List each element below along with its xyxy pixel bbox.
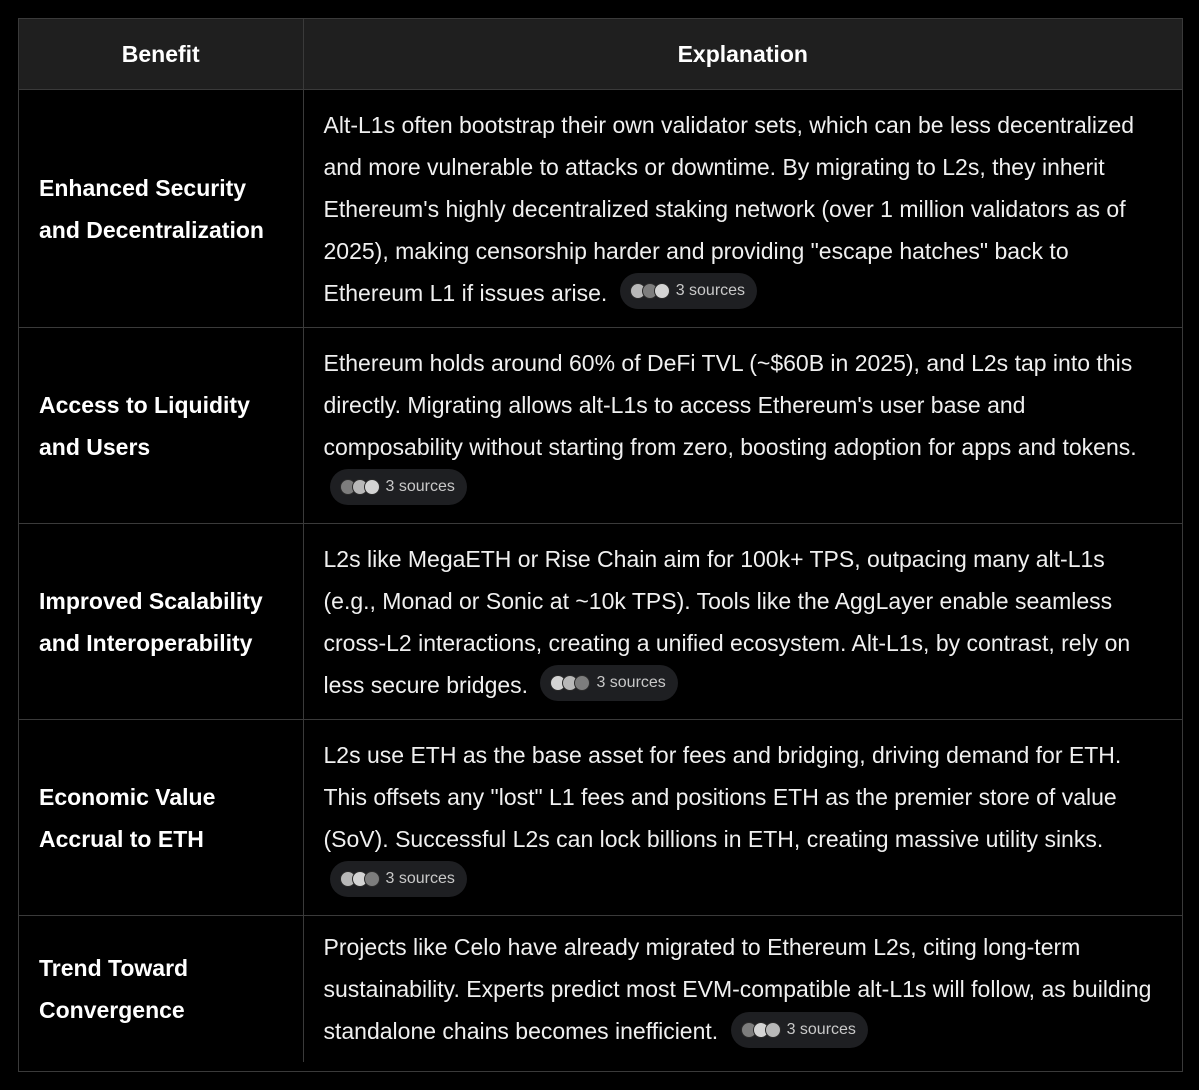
table-row (19, 916, 1182, 1063)
explanation-cell (303, 90, 1182, 328)
benefit-cell: Enhanced Security and Decentralization (19, 90, 303, 328)
benefit-cell: Trend Toward Convergence (19, 916, 303, 1063)
source-favicons (340, 479, 380, 495)
header-explanation: Explanation (303, 19, 1182, 90)
sources-badge[interactable] (330, 861, 467, 897)
sources-count: 3 sources (596, 674, 666, 692)
source-favicon-icon (364, 479, 380, 495)
source-favicons (741, 1022, 781, 1038)
sources-badge[interactable] (620, 273, 757, 309)
benefit-cell: Access to Liquidity and Users (19, 328, 303, 524)
table-row (19, 90, 1182, 328)
explanation-text: L2s use ETH as the base asset for fees and bridging, driving demand for ETH. This offsets any "lost" L1 fees and positions ETH as the premier store of value (SoV). Successful L2s can lock billions in ETH, creating massive utility sinks. (323, 741, 1122, 852)
table-row (19, 720, 1182, 916)
benefit-cell: Improved Scalability and Interoperability (19, 524, 303, 720)
source-favicon-icon (765, 1022, 781, 1038)
explanation-text: L2s like MegaETH or Rise Chain aim for 100k+ TPS, outpacing many alt-L1s (e.g., Monad or Sonic at ~10k TPS). Tools like the AggLayer enable seamless cross-L2 interactions, creating a unified ecosystem. Alt-L1s, by contrast, rely on less secure bridges. (323, 545, 1131, 698)
explanation-cell (303, 524, 1182, 720)
source-favicons (340, 871, 380, 887)
explanation-cell (303, 916, 1182, 1063)
source-favicon-icon (364, 871, 380, 887)
explanation-text: Ethereum holds around 60% of DeFi TVL (~$60B in 2025), and L2s tap into this directly. Migrating allows alt-L1s to access Ethereum's user base and composability without starting from zero, boosting adoption for apps and tokens. (323, 349, 1137, 460)
sources-badge[interactable] (731, 1012, 868, 1048)
benefits-table-container (18, 18, 1183, 1072)
sources-count: 3 sources (786, 1020, 856, 1038)
sources-badge[interactable] (540, 665, 677, 701)
benefits-table (19, 19, 1182, 1062)
benefit-cell: Economic Value Accrual to ETH (19, 720, 303, 916)
source-favicon-icon (654, 283, 670, 299)
explanation-cell (303, 720, 1182, 916)
sources-count: 3 sources (385, 870, 455, 888)
sources-badge[interactable] (330, 469, 467, 505)
table-row (19, 524, 1182, 720)
explanation-text: Alt-L1s often bootstrap their own validator sets, which can be less decentralized and more vulnerable to attacks or downtime. By migrating to L2s, they inherit Ethereum's highly decentralized staking network (over 1 million validators as of 2025), making censorship harder and providing "escape hatches" back to Ethereum L1 if issues arise. (323, 111, 1135, 306)
sources-count: 3 sources (675, 282, 746, 300)
sources-count: 3 sources (385, 478, 455, 496)
source-favicons (550, 675, 590, 691)
table-header-row (19, 19, 1182, 90)
table-row (19, 328, 1182, 524)
source-favicon-icon (574, 675, 590, 691)
explanation-text: Projects like Celo have already migrated to Ethereum L2s, citing long-term sustainability. Experts predict most EVM-compatible alt-L1s will follow, as building standalone chains becomes inefficient. (323, 934, 1152, 1044)
header-benefit: Benefit (19, 19, 303, 90)
source-favicons (630, 283, 670, 299)
explanation-cell (303, 328, 1182, 524)
